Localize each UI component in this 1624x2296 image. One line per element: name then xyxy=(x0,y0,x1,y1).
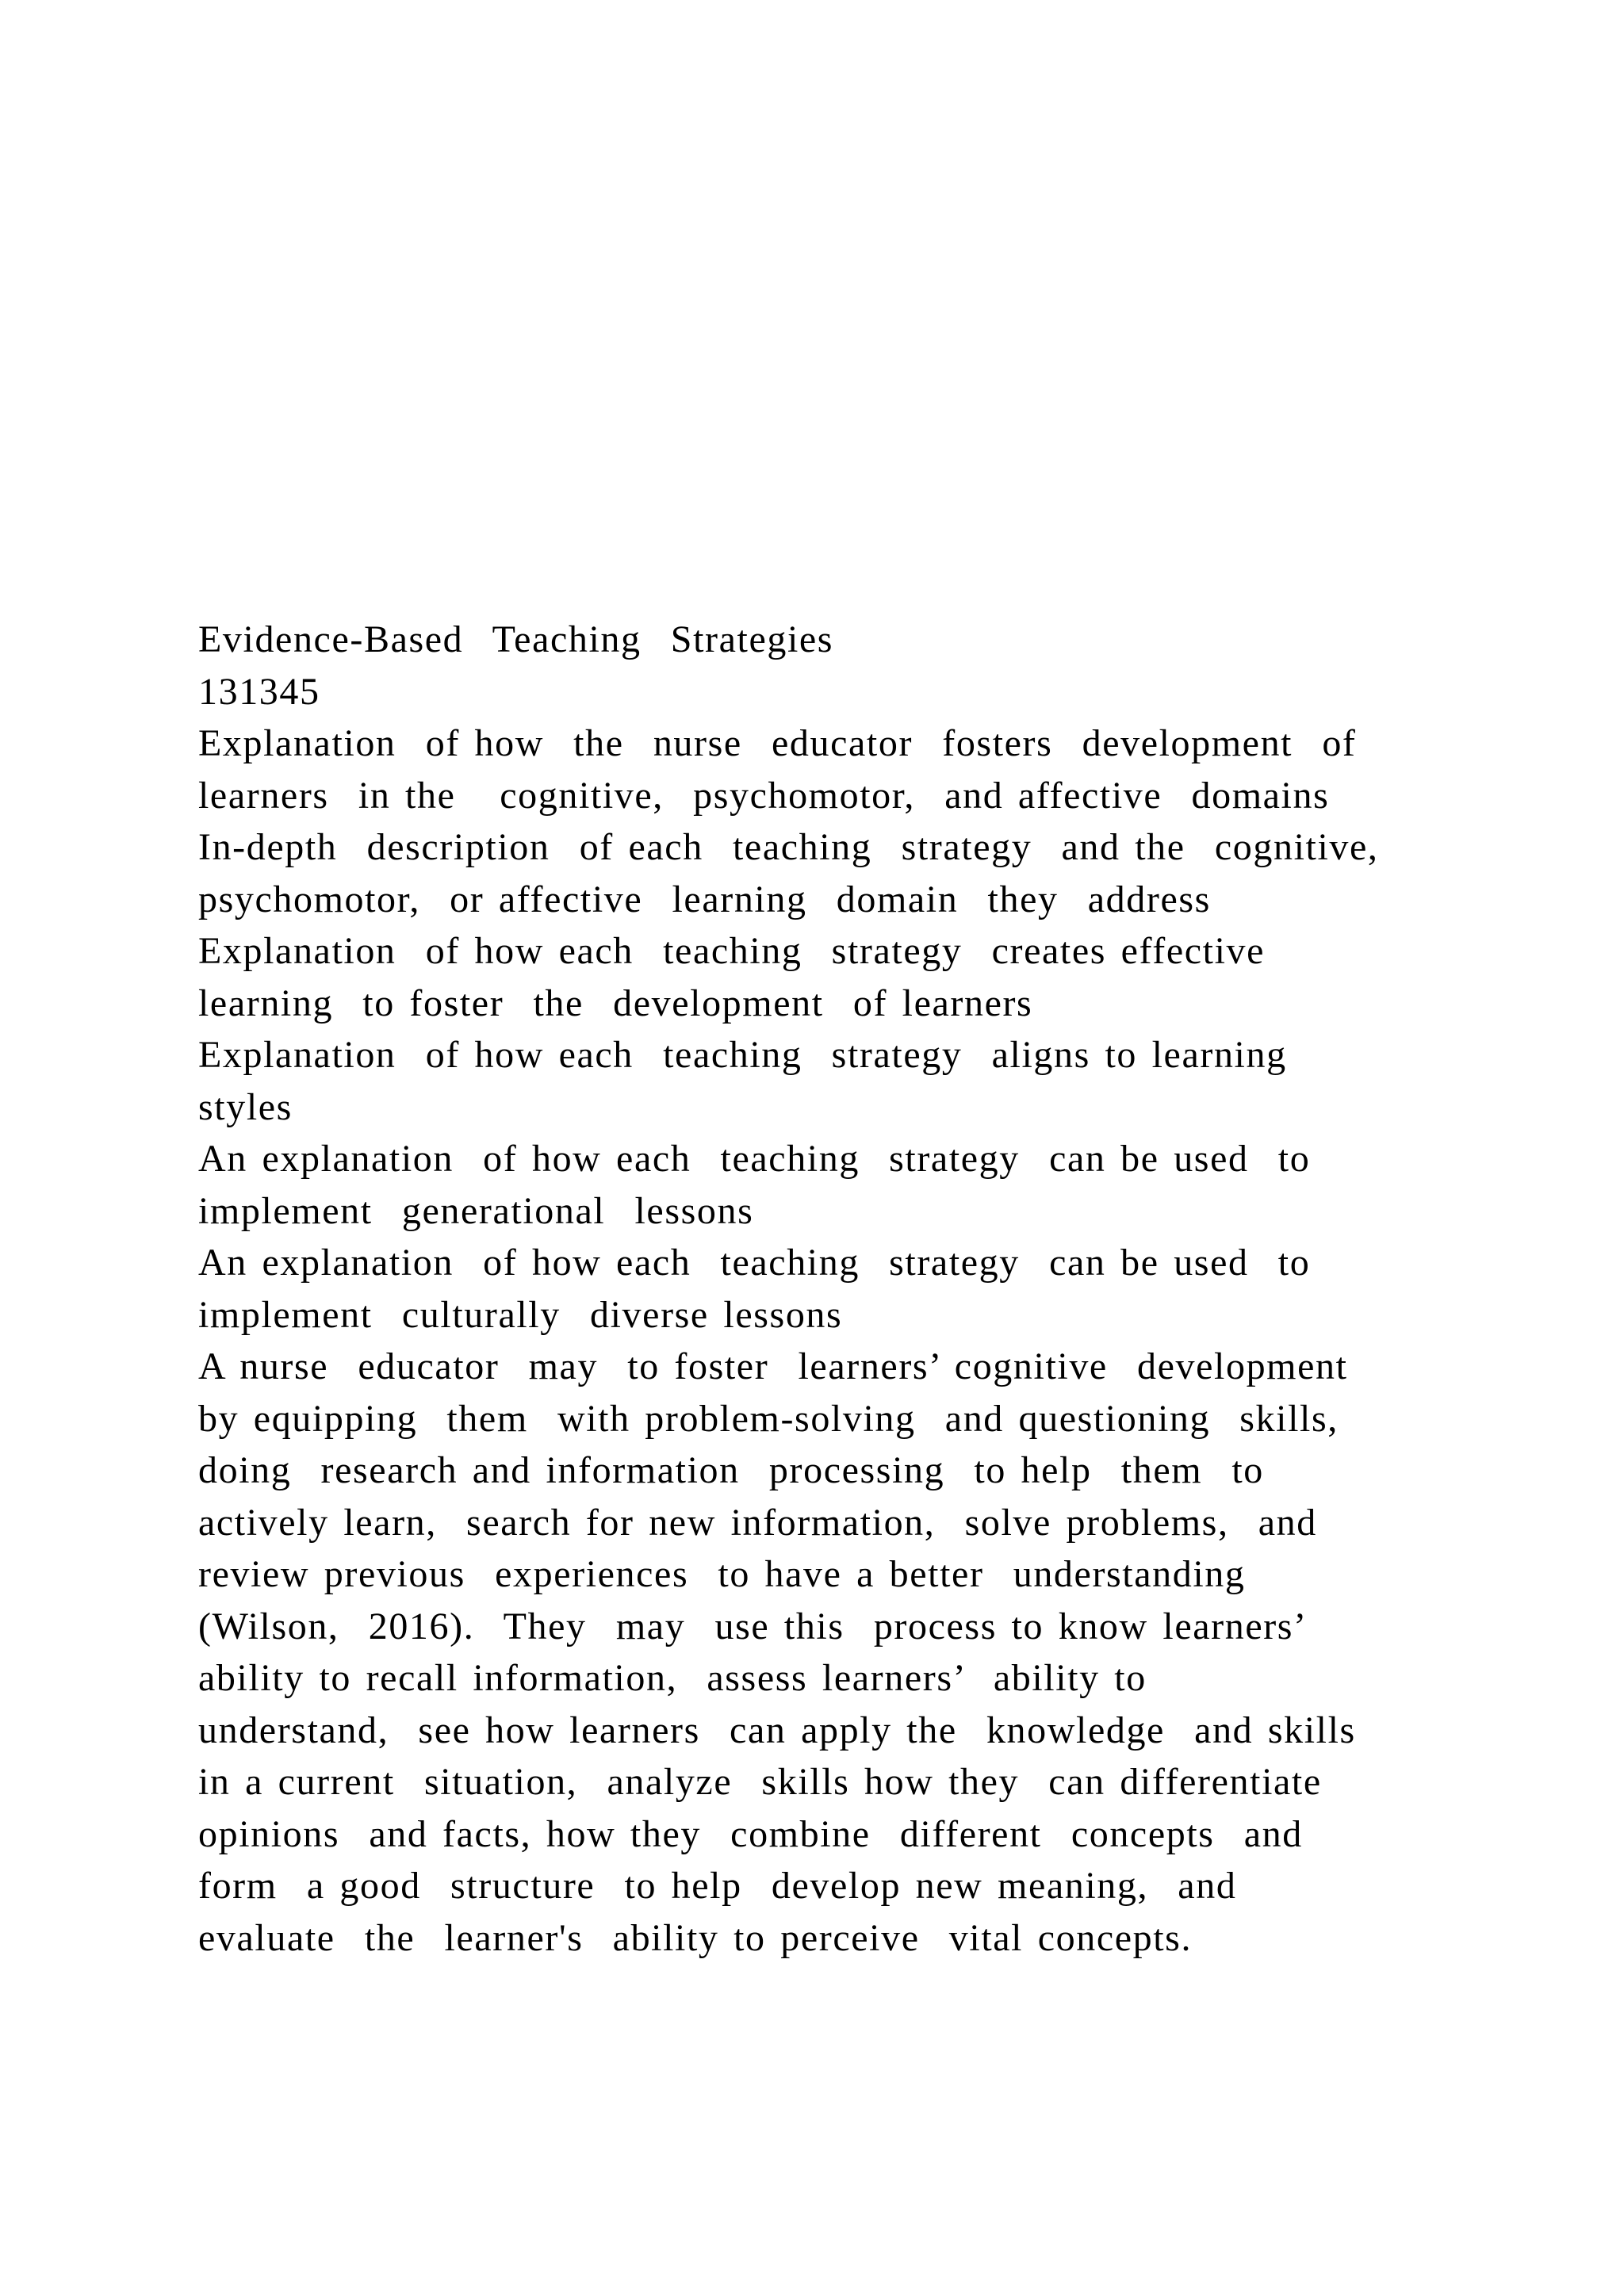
text-line: styles xyxy=(198,1085,293,1128)
text-line: In-depth description of each teaching strategy and the cognitive, xyxy=(198,826,1379,868)
text-line: learning to foster the development of learners xyxy=(198,982,1033,1024)
text-line: psychomotor, or affective learning domain they address xyxy=(198,878,1211,920)
document-id: 131345 xyxy=(198,670,320,713)
text-line: An explanation of how each teaching strategy can be used to xyxy=(198,1138,1311,1180)
text-line: implement generational lessons xyxy=(198,1189,754,1232)
text-line: Explanation of how each teaching strategy creates effective xyxy=(198,930,1266,972)
document-body xyxy=(198,614,1499,1964)
paragraph-line: review previous experiences to have a better understanding xyxy=(198,1553,1246,1595)
paragraph-line: (Wilson, 2016). They may use this process to know learners’ xyxy=(198,1605,1308,1647)
paragraph-line: ability to recall information, assess learners’ ability to xyxy=(198,1657,1147,1699)
text-line: Explanation of how each teaching strategy aligns to learning xyxy=(198,1034,1287,1076)
text-line: Explanation of how the nurse educator fosters development of xyxy=(198,722,1357,764)
paragraph-line: A nurse educator may to foster learners’ cognitive development xyxy=(198,1345,1348,1387)
paragraph-line: doing research and information processing to help them to xyxy=(198,1449,1264,1491)
paragraph-line: form a good structure to help develop new meaning, and xyxy=(198,1865,1237,1907)
paragraph-line: understand, see how learners can apply the knowledge and skills xyxy=(198,1709,1356,1751)
paragraph-line: actively learn, search for new information, solve problems, and xyxy=(198,1501,1317,1544)
paragraph-line: in a current situation, analyze skills how they can differentiate xyxy=(198,1761,1322,1803)
text-line: learners in the cognitive, psychomotor, and affective domains xyxy=(198,774,1330,817)
paragraph-line: opinions and facts, how they combine different concepts and xyxy=(198,1812,1303,1855)
paragraph-line: evaluate the learner's ability to perceive vital concepts. xyxy=(198,1916,1193,1959)
text-line: implement culturally diverse lessons xyxy=(198,1293,843,1336)
text-line: An explanation of how each teaching strategy can be used to xyxy=(198,1242,1311,1284)
document-title: Evidence-Based Teaching Strategies xyxy=(198,618,834,660)
paragraph-line: by equipping them with problem-solving and questioning skills, xyxy=(198,1397,1339,1440)
